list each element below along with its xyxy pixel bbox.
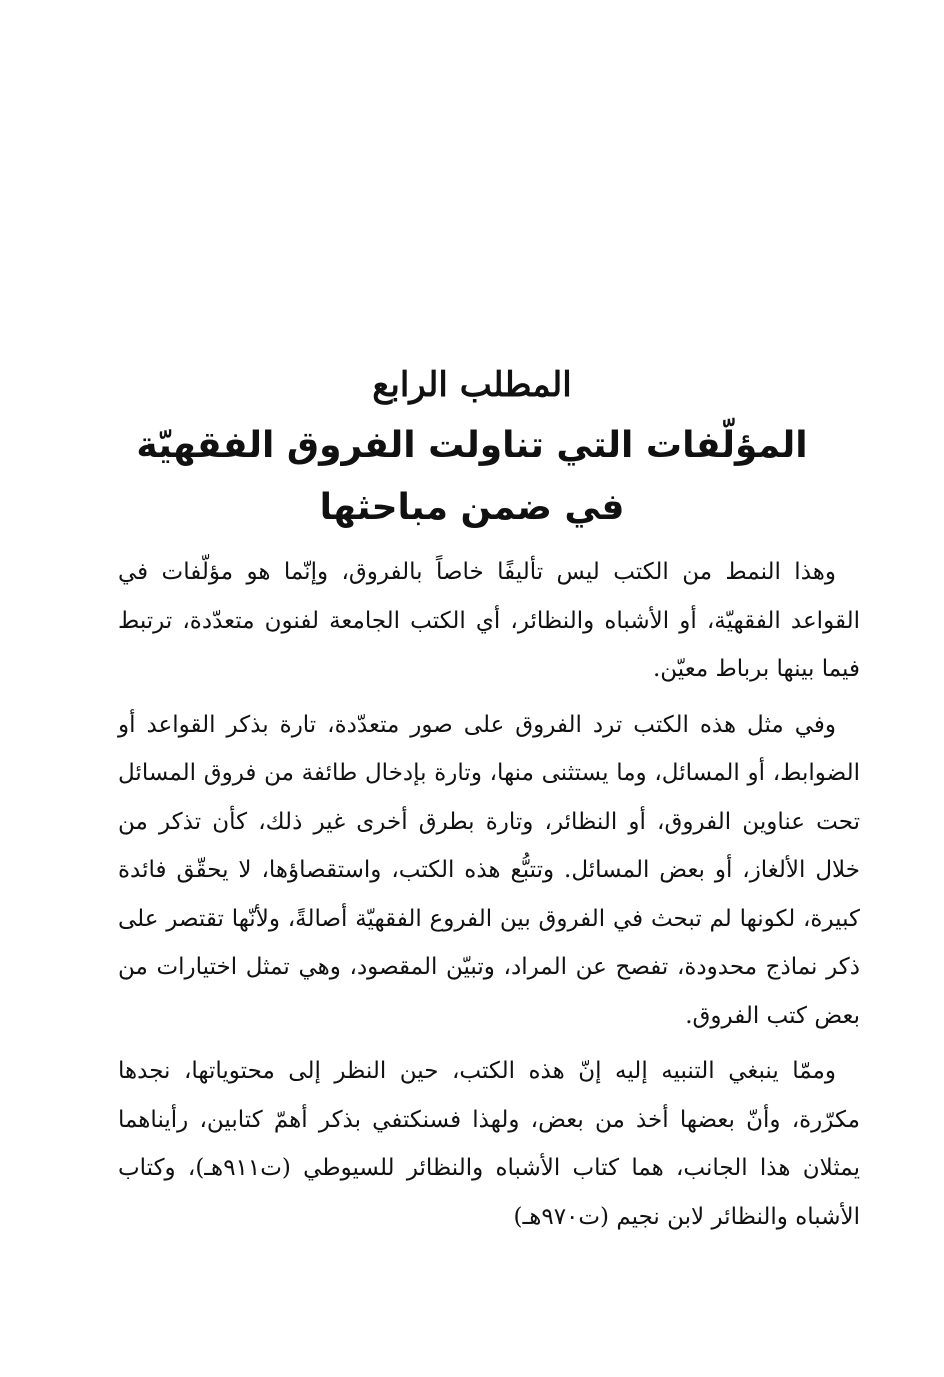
section-title-line-2: في ضمن مباحثها [319, 487, 625, 528]
section-heading-block [120, 355, 824, 539]
paragraph-3: وممّا ينبغي التنبيه إليه إنّ هذه الكتب، حين النظر إلى محتوياتها، نجدها مكرّرة، وأنّ بعضها أخذ من بعض، ولهذا فسنكتفي بذكر أهمّ كتابين، رأيناهما يمثلان هذا الجانب، هما كتاب الأشباه والنظائر للسيوطي (ت٩١١هـ)، وكتاب الأشباه والنظائر لابن نجيم (ت٩٧٠هـ) [118, 1058, 861, 1230]
body-text [118, 548, 860, 1248]
section-label: المطلب الرابع [372, 365, 572, 405]
paragraph-2: وفي مثل هذه الكتب ترد الفروق على صور متعدّدة، تارة بذكر القواعد أو الضوابط، أو المسائل، وما يستثنى منها، وتارة بإدخال طائفة من فروق المسائل تحت عناوين الفروق، أو النظائر، وتارة بطرق أخرى غير ذلك، كأن تذكر من خلال الألغاز، أو بعض المسائل. وتتبُّع هذه الكتب، واستقصاؤها، لا يحقّق فائدة كبيرة، لكونها لم تبحث في الفروق بين الفروع الفقهيّة أصالةً، ولأنّها تقتصر على ذكر نماذج محدودة، تفصح عن المراد، وتبيّن المقصود، وهي تمثل اختيارات من بعض كتب الفروق. [118, 711, 860, 1029]
section-title-line-1: المؤلّفات التي تناولت الفروق الفقهيّة [136, 425, 808, 466]
paragraph-1: وهذا النمط من الكتب ليس تأليفًا خاصاً بالفروق، وإنّما هو مؤلّفات في القواعد الفقهيّة، أو الأشباه والنظائر، أي الكتب الجامعة لفنون متعدّدة، ترتبط فيما بينها برباط معيّن. [118, 559, 860, 682]
